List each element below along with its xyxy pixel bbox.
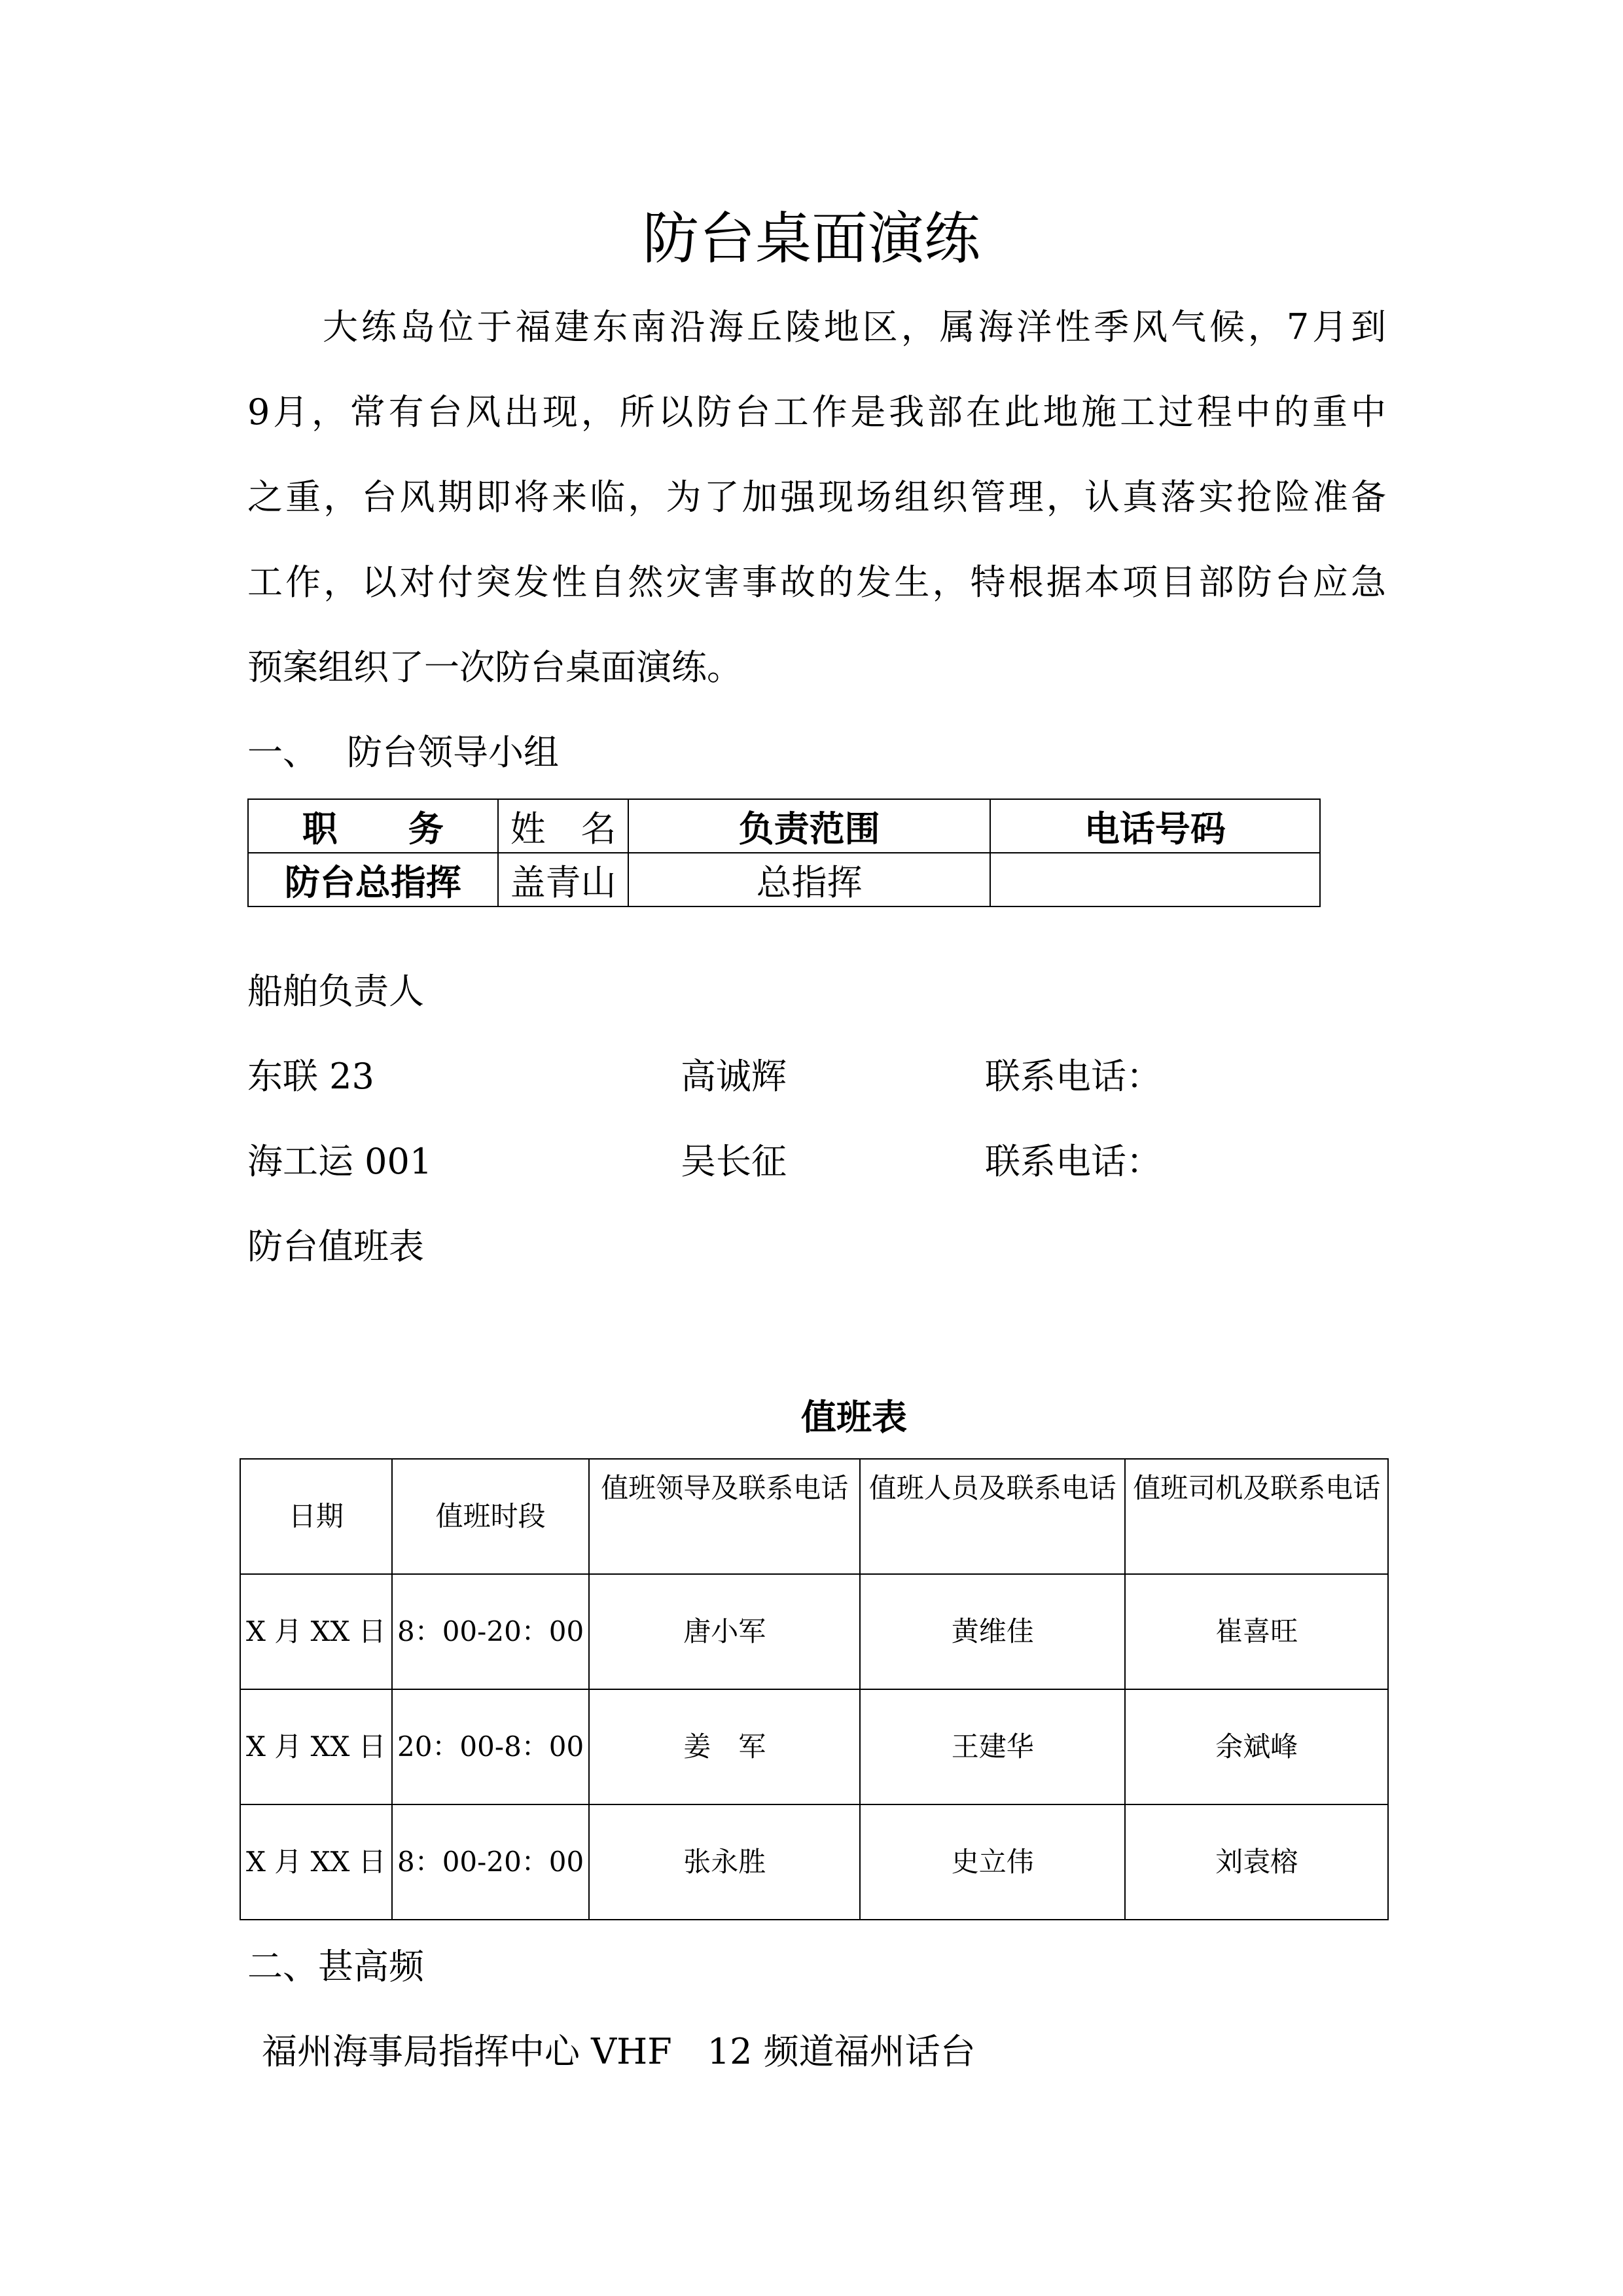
duty-table-header-row [240, 1459, 1388, 1574]
duty-header-staff: 值班人员及联系电话 [860, 1459, 1125, 1574]
duty-cell-date: X 月 XX 日 [240, 1689, 392, 1804]
section-2-title: 二、甚高频 [247, 1946, 424, 1987]
duty-header-date: 日期 [240, 1459, 392, 1574]
ships-heading: 船舶负责人 [247, 971, 424, 1012]
intro-line-3: 之重，台风期即将来临，为了加强现场组织管理，认真落实抢险准备 [247, 476, 1386, 518]
duty-cell-driver: 刘袁榕 [1125, 1804, 1388, 1920]
intro-line-2: 9月，常有台风出现，所以防台工作是我部在此地施工过程中的重中 [247, 391, 1386, 433]
duty-heading: 防台值班表 [247, 1226, 424, 1267]
leader-header-phone: 电话号码 [990, 799, 1320, 853]
duty-table-title: 值班表 [801, 1396, 907, 1438]
duty-cell-period: 20：00-8：00 [392, 1689, 590, 1804]
duty-cell-staff: 史立伟 [860, 1804, 1125, 1920]
leader-cell-name: 盖青山 [498, 853, 629, 906]
table-row [240, 1804, 1388, 1920]
duty-table [240, 1458, 1389, 1920]
leader-cell-phone [990, 853, 1320, 906]
leader-cell-scope: 总指挥 [628, 853, 990, 906]
leader-header-position: 职 务 [248, 799, 498, 853]
intro-line-4: 工作，以对付突发性自然灾害事故的发生，特根据本项目部防台应急 [247, 562, 1386, 603]
duty-header-leader: 值班领导及联系电话 [589, 1459, 860, 1574]
intro-line-1: 大练岛位于福建东南沿海丘陵地区，属海洋性季风气候，7月到 [323, 306, 1386, 348]
duty-cell-date: X 月 XX 日 [240, 1574, 392, 1689]
duty-cell-driver: 余斌峰 [1125, 1689, 1388, 1804]
ship-2-name: 海工运 001 [247, 1141, 433, 1182]
table-row [248, 853, 1320, 906]
document-title: 防台桌面演练 [643, 206, 980, 272]
duty-cell-date: X 月 XX 日 [240, 1804, 392, 1920]
vhf-channel-line: 福州海事局指挥中心 VHF 12 频道福州话台 [262, 2031, 976, 2072]
duty-header-period: 值班时段 [392, 1459, 590, 1574]
leader-cell-position: 防台总指挥 [248, 853, 498, 906]
section-1-number: 一、 [247, 732, 318, 773]
intro-line-5: 预案组织了一次防台桌面演练。 [247, 647, 742, 688]
section-1-title: 防台领导小组 [347, 732, 559, 773]
duty-cell-period: 8：00-20：00 [392, 1574, 590, 1689]
ship-1-person: 高诚辉 [681, 1056, 787, 1097]
duty-cell-leader: 唐小军 [589, 1574, 860, 1689]
ship-1-name: 东联 23 [247, 1056, 374, 1097]
ship-2-phone-label: 联系电话： [985, 1141, 1162, 1182]
ship-2-person: 吴长征 [681, 1141, 787, 1182]
table-row [240, 1689, 1388, 1804]
leader-table [247, 798, 1321, 907]
duty-cell-driver: 崔喜旺 [1125, 1574, 1388, 1689]
duty-cell-staff: 黄维佳 [860, 1574, 1125, 1689]
ship-1-phone-label: 联系电话： [985, 1056, 1162, 1097]
duty-cell-period: 8：00-20：00 [392, 1804, 590, 1920]
duty-cell-staff: 王建华 [860, 1689, 1125, 1804]
leader-header-scope: 负责范围 [628, 799, 990, 853]
duty-header-driver: 值班司机及联系电话 [1125, 1459, 1388, 1574]
table-row [240, 1574, 1388, 1689]
duty-cell-leader: 姜 军 [589, 1689, 860, 1804]
leader-table-header-row [248, 799, 1320, 853]
leader-header-name: 姓 名 [498, 799, 629, 853]
duty-cell-leader: 张永胜 [589, 1804, 860, 1920]
